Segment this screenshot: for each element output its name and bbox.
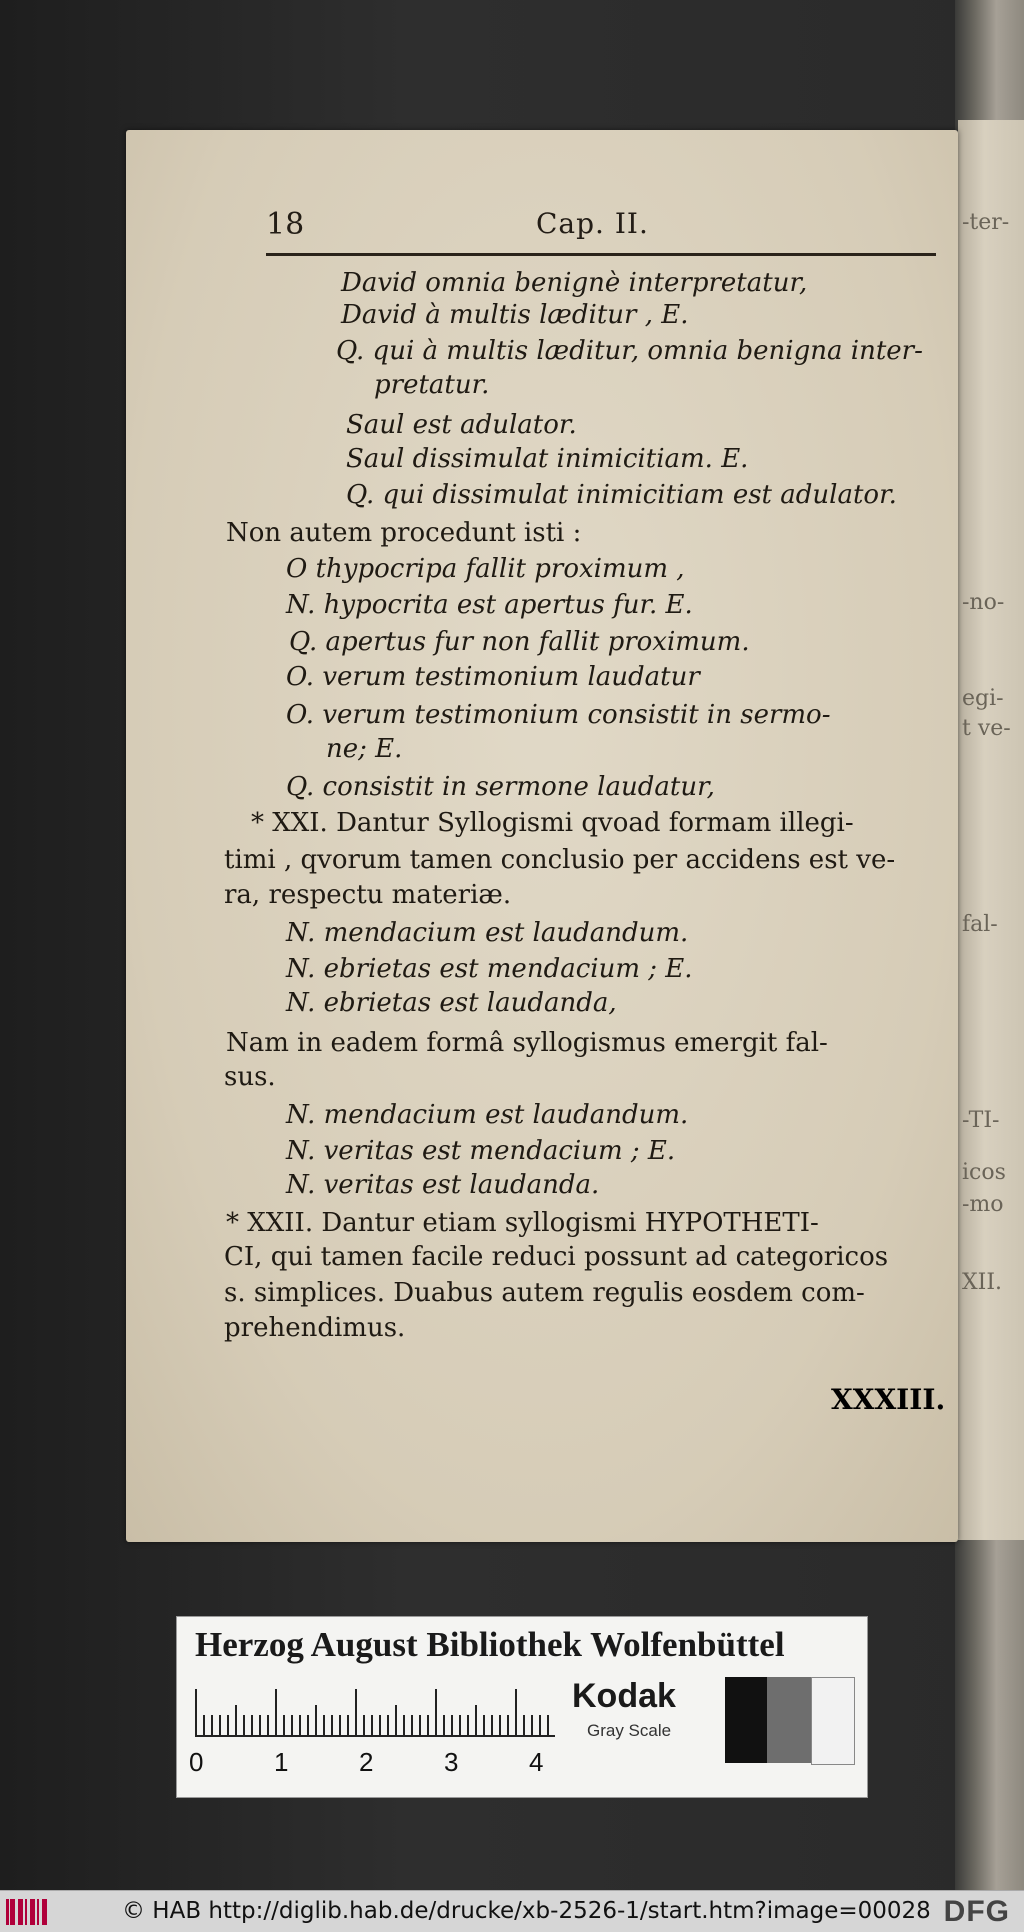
text-line: * XXI. Dantur Syllogismi qvoad formam illegi- bbox=[251, 808, 854, 838]
text-line: N. ebrietas est laudanda, bbox=[286, 988, 617, 1018]
text-line: Q. qui dissimulat inimicitiam est adulator. bbox=[346, 480, 897, 510]
ruler-tick bbox=[411, 1715, 413, 1737]
ruler-tick bbox=[259, 1715, 261, 1737]
ruler-tick bbox=[427, 1715, 429, 1737]
barcode-stripe bbox=[33, 1899, 35, 1925]
text-line: Q. qui à multis læditur, omnia benigna inter- bbox=[336, 336, 923, 366]
swatch-gray bbox=[767, 1677, 811, 1763]
ruler-tick bbox=[547, 1715, 549, 1737]
barcode-stripe bbox=[37, 1899, 39, 1925]
text-line: O. verum testimonium consistit in sermo- bbox=[286, 700, 831, 730]
ruler-tick bbox=[443, 1715, 445, 1737]
ruler-tick bbox=[395, 1705, 397, 1737]
text-line: N. mendacium est laudandum. bbox=[286, 918, 689, 948]
ruler-tick bbox=[315, 1705, 317, 1737]
text-line: ne; E. bbox=[326, 734, 403, 764]
text-line: * XXII. Dantur etiam syllogismi HYPOTHETI- bbox=[226, 1208, 819, 1238]
ruler-tick bbox=[275, 1689, 277, 1737]
ruler-tick bbox=[347, 1715, 349, 1737]
text-line: N. ebrietas est mendacium ; E. bbox=[286, 954, 693, 984]
ruler-tick bbox=[531, 1715, 533, 1737]
barcode-stripe bbox=[45, 1899, 47, 1925]
barcode-icon bbox=[6, 1899, 50, 1925]
ruler-tick bbox=[507, 1715, 509, 1737]
text-line: prehendimus. bbox=[224, 1313, 406, 1343]
text-line: Q. consistit in sermone laudatur, bbox=[286, 772, 715, 802]
ruler-tick bbox=[515, 1689, 517, 1737]
dfg-logo: DFG bbox=[943, 1895, 1010, 1928]
header-rule bbox=[266, 253, 936, 256]
facing-text-fragment: -TI- bbox=[962, 1108, 1000, 1133]
text-line: timi , qvorum tamen conclusio per accidens est ve- bbox=[224, 845, 896, 875]
text-line: N. mendacium est laudandum. bbox=[286, 1100, 689, 1130]
barcode-stripe bbox=[25, 1899, 27, 1925]
brand-subtitle: Gray Scale bbox=[587, 1721, 672, 1740]
ruler-tick bbox=[467, 1715, 469, 1737]
facing-text-fragment: XII. bbox=[962, 1270, 1003, 1295]
facing-text-fragment: icos bbox=[962, 1160, 1006, 1185]
ruler-tick bbox=[195, 1689, 197, 1737]
ruler-tick bbox=[451, 1715, 453, 1737]
ruler-tick bbox=[299, 1715, 301, 1737]
facing-page bbox=[958, 120, 1024, 1540]
ruler-tick bbox=[323, 1715, 325, 1737]
page-number: 18 bbox=[266, 207, 305, 242]
ruler-tick bbox=[227, 1715, 229, 1737]
ruler-number: 4 bbox=[529, 1747, 544, 1777]
ruler-baseline bbox=[195, 1735, 555, 1737]
text-line: ra, respectu materiæ. bbox=[224, 880, 512, 910]
ruler-tick bbox=[499, 1715, 501, 1737]
text-line: O. verum testimonium laudatur bbox=[286, 662, 700, 692]
text-line: Saul dissimulat inimicitiam. E. bbox=[346, 444, 749, 474]
ruler-tick bbox=[483, 1715, 485, 1737]
running-head: Cap. II. bbox=[536, 207, 649, 240]
text-line: David omnia benignè interpretatur, bbox=[341, 268, 808, 298]
brand-logo: Kodak bbox=[572, 1677, 676, 1715]
swatch-black bbox=[725, 1677, 767, 1763]
facing-text-fragment: -ter- bbox=[962, 210, 1010, 235]
ruler-number: 3 bbox=[444, 1747, 459, 1777]
text-line: pretatur. bbox=[374, 370, 490, 400]
ruler-tick bbox=[523, 1715, 525, 1737]
ruler-number: 0 bbox=[189, 1747, 204, 1777]
text-line: N. veritas est mendacium ; E. bbox=[286, 1136, 676, 1166]
page-header bbox=[266, 205, 936, 245]
footer-bar bbox=[0, 1890, 1024, 1932]
text-line: N. hypocrita est apertus fur. E. bbox=[286, 590, 693, 620]
ruler-tick bbox=[387, 1715, 389, 1737]
ruler-tick bbox=[211, 1715, 213, 1737]
ruler-tick bbox=[219, 1715, 221, 1737]
ruler-tick bbox=[355, 1689, 357, 1737]
ruler-tick bbox=[475, 1705, 477, 1737]
scale-ruler bbox=[189, 1687, 555, 1777]
swatch-white bbox=[811, 1677, 855, 1765]
ruler-tick bbox=[251, 1715, 253, 1737]
text-line: s. simplices. Duabus autem regulis eosdem com- bbox=[224, 1278, 865, 1308]
catchword: XXXIII. bbox=[831, 1383, 946, 1416]
text-line: N. veritas est laudanda. bbox=[286, 1170, 600, 1200]
ruler-tick bbox=[291, 1715, 293, 1737]
text-line: Saul est adulator. bbox=[346, 410, 577, 440]
text-line: Nam in eadem formâ syllogismus emergit fal- bbox=[226, 1028, 828, 1058]
ruler-number: 2 bbox=[359, 1747, 374, 1777]
ruler-tick bbox=[539, 1715, 541, 1737]
ruler-tick bbox=[403, 1715, 405, 1737]
book-page bbox=[126, 130, 958, 1542]
barcode-stripe bbox=[21, 1899, 23, 1925]
card-title: Herzog August Bibliothek Wolfenbüttel bbox=[195, 1625, 785, 1664]
color-card bbox=[176, 1616, 868, 1798]
ruler-tick bbox=[267, 1715, 269, 1737]
facing-text-fragment: -mo bbox=[962, 1192, 1004, 1217]
ruler-tick bbox=[203, 1715, 205, 1737]
ruler-tick bbox=[307, 1715, 309, 1737]
barcode-stripe bbox=[6, 1899, 9, 1925]
text-line: Q. apertus fur non fallit proximum. bbox=[289, 627, 750, 657]
ruler-tick bbox=[235, 1705, 237, 1737]
ruler-tick bbox=[491, 1715, 493, 1737]
copyright-text: © HAB http://diglib.hab.de/drucke/xb-2526-1/start.htm?image=00028 bbox=[122, 1898, 931, 1924]
text-line: sus. bbox=[224, 1062, 276, 1092]
facing-text-fragment: egi- bbox=[962, 686, 1004, 711]
ruler-number: 1 bbox=[274, 1747, 289, 1777]
text-line: Non autem procedunt isti : bbox=[226, 518, 582, 548]
text-line: CI, qui tamen facile reduci possunt ad categoricos bbox=[224, 1242, 889, 1272]
ruler-tick bbox=[331, 1715, 333, 1737]
facing-text-fragment: -no- bbox=[962, 590, 1005, 615]
facing-text-fragment: t ve- bbox=[962, 716, 1011, 741]
ruler-tick bbox=[419, 1715, 421, 1737]
ruler-tick bbox=[243, 1715, 245, 1737]
facing-text-fragment: fal- bbox=[962, 912, 998, 937]
ruler-tick bbox=[435, 1689, 437, 1737]
ruler-tick bbox=[379, 1715, 381, 1737]
ruler-tick bbox=[371, 1715, 373, 1737]
ruler-tick bbox=[339, 1715, 341, 1737]
ruler-tick bbox=[459, 1715, 461, 1737]
ruler-tick bbox=[283, 1715, 285, 1737]
ruler-tick bbox=[363, 1715, 365, 1737]
barcode-stripe bbox=[13, 1899, 15, 1925]
text-line: David à multis læditur , E. bbox=[341, 300, 689, 330]
text-line: O thypocripa fallit proximum , bbox=[286, 554, 685, 584]
